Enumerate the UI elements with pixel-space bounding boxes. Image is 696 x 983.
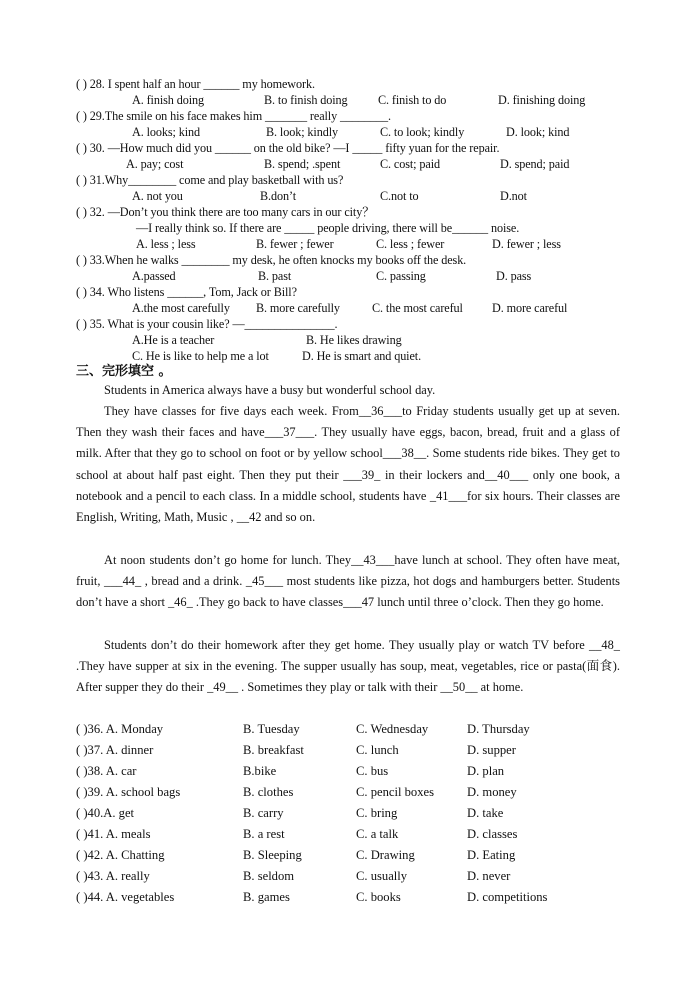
option-b: B. past xyxy=(258,269,292,283)
option-d: D. He is smart and quiet. xyxy=(302,349,422,363)
cloze-option-d: D. Eating xyxy=(467,848,516,862)
option-d: D.not xyxy=(500,189,527,203)
cloze-option-a: ( )42. A. Chatting xyxy=(76,848,165,862)
option-d: D. finishing doing xyxy=(498,93,586,107)
question-stem: ( ) 29.The smile on his face makes him _______ really ________. xyxy=(76,109,391,123)
cloze-option-a: ( )39. A. school bags xyxy=(76,785,181,799)
cloze-option-c: C. usually xyxy=(356,869,408,883)
option-b: B.don’t xyxy=(260,189,296,203)
question-stem: ( ) 31.Why________ come and play basketball with us? xyxy=(76,173,344,187)
option-d: D. look; kind xyxy=(506,125,570,139)
option-a: A.the most carefully xyxy=(132,301,230,315)
cloze-option-b: B. games xyxy=(243,890,290,904)
question-stem: ( ) 33.When he walks ________ my desk, he often knocks my books off the desk. xyxy=(76,253,467,267)
question-stem: ( ) 32. —Don’t you think there are too many cars in our city？ xyxy=(76,205,375,219)
option-c: C. the most careful xyxy=(372,301,463,315)
cloze-option-b: B. seldom xyxy=(243,869,295,883)
option-a: A. finish doing xyxy=(132,93,204,107)
option-b: B. fewer ; fewer xyxy=(256,237,334,251)
cloze-option-a: ( )44. A. vegetables xyxy=(76,890,175,904)
option-c: C. passing xyxy=(376,269,426,283)
cloze-option-a: ( )40.A. get xyxy=(76,806,135,820)
option-a: A.He is a teacher xyxy=(132,333,215,347)
cloze-option-c: C. bring xyxy=(356,806,398,820)
passage-paragraph-4: Students don’t do their homework after they get home. They usually play or watch TV before __48_ .They have supper at six in the evening. The supper usually has soup, meat, vegetables, rice or pasta(面食). After supper they do their _49__ . Sometimes they play or talk with their __50__ at home. xyxy=(76,638,620,695)
question-stem: ( ) 35. What is your cousin like? —_______________. xyxy=(76,317,338,331)
cloze-option-a: ( )37. A. dinner xyxy=(76,743,154,757)
option-b: B. spend; .spent xyxy=(264,157,341,171)
option-a: A. not you xyxy=(132,189,183,203)
cloze-option-a: ( )43. A. really xyxy=(76,869,150,883)
option-c: C. to look; kindly xyxy=(380,125,465,139)
cloze-option-d: D. plan xyxy=(467,764,505,778)
cloze-option-a: ( )36. A. Monday xyxy=(76,722,164,736)
cloze-option-a: ( )41. A. meals xyxy=(76,827,151,841)
question-reply: —I really think so. If there are _____ people driving, there will be______ noise. xyxy=(136,221,520,235)
option-a: A.passed xyxy=(132,269,176,283)
option-d: D. pass xyxy=(496,269,532,283)
option-d: D. spend; paid xyxy=(500,157,570,171)
option-d: D. fewer ; less xyxy=(492,237,561,251)
option-a: A. looks; kind xyxy=(132,125,201,139)
question-stem: ( ) 30. —How much did you ______ on the old bike? —I _____ fifty yuan for the repair. xyxy=(76,141,500,155)
cloze-option-d: D. take xyxy=(467,806,504,820)
cloze-option-d: D. never xyxy=(467,869,511,883)
option-a: A. pay; cost xyxy=(126,157,184,171)
cloze-option-b: B. Tuesday xyxy=(243,722,300,736)
cloze-option-a: ( )38. A. car xyxy=(76,764,137,778)
option-b: B. look; kindly xyxy=(266,125,338,139)
cloze-option-b: B. Sleeping xyxy=(243,848,302,862)
option-c: C. less ; fewer xyxy=(376,237,445,251)
option-c: C. cost; paid xyxy=(380,157,440,171)
option-c: C.not to xyxy=(380,189,419,203)
cloze-option-d: D. supper xyxy=(467,743,516,757)
cloze-option-b: B. a rest xyxy=(243,827,285,841)
option-c: C. finish to do xyxy=(378,93,447,107)
cloze-option-c: C. pencil boxes xyxy=(356,785,434,799)
cloze-option-c: C. a talk xyxy=(356,827,399,841)
option-b: B. to finish doing xyxy=(264,93,348,107)
cloze-option-b: B. breakfast xyxy=(243,743,304,757)
question-stem: ( ) 28. I spent half an hour ______ my homework. xyxy=(76,77,315,91)
option-b: B. more carefully xyxy=(256,301,340,315)
cloze-option-b: B.bike xyxy=(243,764,277,778)
question-stem: ( ) 34. Who listens ______, Tom, Jack or Bill? xyxy=(76,285,297,299)
option-c: C. He is like to help me a lot xyxy=(132,349,269,363)
passage-paragraph-1: Students in America always have a busy but wonderful school day. xyxy=(104,383,436,397)
cloze-option-c: C. books xyxy=(356,890,401,904)
section-title: 三、完形填空 。 xyxy=(76,364,172,379)
cloze-option-c: C. Drawing xyxy=(356,848,415,862)
cloze-option-b: B. carry xyxy=(243,806,284,820)
passage-paragraph-3: At noon students don’t go home for lunch. They__43___have lunch at school. They often have meat, fruit, ___44_ , bread and a drink. _45___ most students like pizza, hot dogs and hamburgers better. Students don’t have a short _46_ .They go back to have classes___47 lunch until three o’clock. Then they go home. xyxy=(76,553,620,610)
cloze-option-c: C. bus xyxy=(356,764,389,778)
cloze-option-d: D. Thursday xyxy=(467,722,530,736)
option-b: B. He likes drawing xyxy=(306,333,402,347)
option-d: D. more careful xyxy=(492,301,568,315)
passage-paragraph-2: They have classes for five days each week. From__36___to Friday students usually get up at seven. Then they wash their faces and have___37___. They usually have eggs, bacon, bread, fruit and a glass of milk. After that they go to school on foot or by yellow school___38__. Some students ride bikes. They get to school at about half past eight. Then they put their ___39_ in their lockers and__40___ only one book, a notebook and a pencil to each class. In a middle school, students have _41___for six hours. Their classes are English, Writing, Math, Music , __42 and so on. xyxy=(76,404,620,525)
cloze-option-c: C. Wednesday xyxy=(356,722,429,736)
option-a: A. less ; less xyxy=(136,237,196,251)
cloze-option-d: D. competitions xyxy=(467,890,548,904)
cloze-option-c: C. lunch xyxy=(356,743,399,757)
cloze-option-b: B. clothes xyxy=(243,785,294,799)
cloze-option-d: D. money xyxy=(467,785,517,799)
cloze-option-d: D. classes xyxy=(467,827,518,841)
